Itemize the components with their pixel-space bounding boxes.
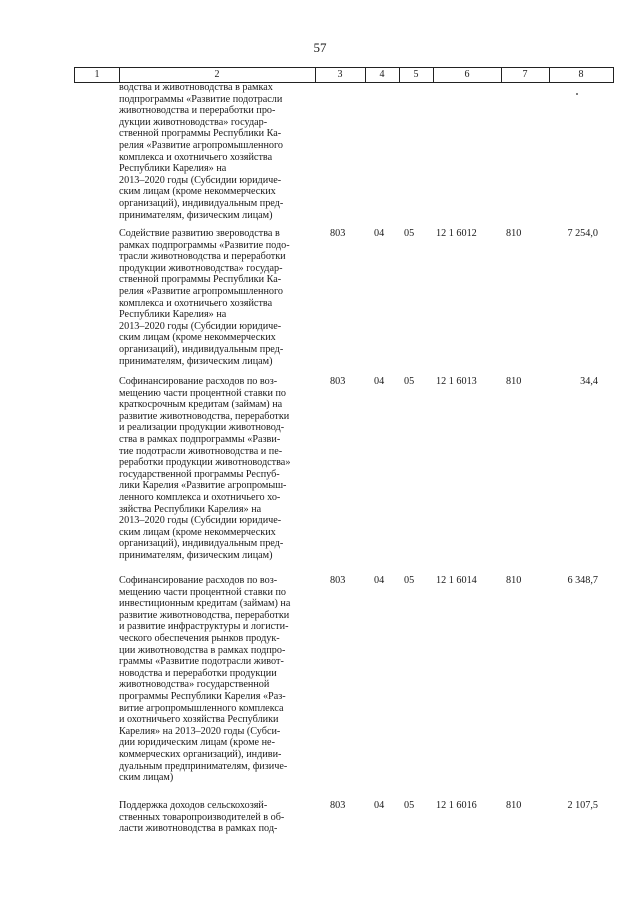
row-target-article: 12 1 6013: [436, 376, 477, 387]
row-section: 04: [374, 376, 385, 387]
row-expense-type: 810: [506, 376, 522, 387]
row-description: Содействие развитию звероводства в рамках подпрограммы «Развитие подо- трасли животноводства и переработки продукции животноводства» государ- ственной программы Республики Ка- релия «Развитие агропромышленного комплекса и охотничьего хозяйства Республики Карелия» на 2013–2020 годы (Субсидии юридиче- ским лицам (кроме некоммерческих организаций), индивидуальным пред- принимателям, физическим лицам): [119, 228, 290, 367]
row-admin-code: 803: [330, 376, 346, 387]
row-target-article: 12 1 6016: [436, 800, 477, 811]
row-sum: 6 348,7: [567, 575, 598, 586]
row-expense-type: 810: [506, 575, 522, 586]
row-sum: 7 254,0: [567, 228, 598, 239]
row-section: 04: [374, 800, 385, 811]
column-header-3: 3: [315, 68, 366, 82]
column-header-6: 6: [433, 68, 502, 82]
row-sum: 2 107,5: [567, 800, 598, 811]
row-sum: 34,4: [580, 376, 598, 387]
row-subsection: 05: [404, 376, 415, 387]
row-admin-code: 803: [330, 575, 346, 586]
row-description: водства и животноводства в рамках подпрограммы «Развитие подотрасли животноводства и переработки про- дукции животноводства» государ- ственной программы Республики Ка- релия «Развитие агропромышленного комплекса и охотничьего хозяйства Республики Карелия» на 2013–2020 годы (Субсидии юридиче- ским лицам (кроме некоммерческих организаций), индивидуальным пред- принимателям, физическим лицам): [119, 82, 284, 221]
column-header-1: 1: [75, 68, 120, 82]
row-admin-code: 803: [330, 800, 346, 811]
row-section: 04: [374, 228, 385, 239]
row-description: Софинансирование расходов по воз- мещению части процентной ставки по инвестиционным кредитам (займам) на развитие животноводства, переработки и развитие инфраструктуры и логисти- ческого обеспечения рынков продук- ции животноводства в рамках подпро- граммы «Развитие подотрасли живот- новодства и переработки продукции животноводства» государственной программы Республики Карелия «Раз- витие агропромышленного комплекса и охотничьего хозяйства Республики Карелия» на 2013–2020 годы (Субси- дии юридическим лицам (кроме не- коммерческих организаций), индиви- дуальным предпринимателям, физиче- ским лицам): [119, 575, 291, 784]
column-header-2: 2: [119, 68, 316, 82]
column-header-8: 8: [578, 69, 584, 80]
row-description: Поддержка доходов сельскохозяй- ственных товаропроизводителей в об- ласти животноводства в рамках под-: [119, 800, 285, 835]
page-number: 57: [313, 40, 327, 55]
row-admin-code: 803: [330, 228, 346, 239]
row-expense-type: 810: [506, 800, 522, 811]
column-header-7: 7: [501, 68, 550, 82]
column-header-4: 4: [365, 68, 400, 82]
row-expense-type: 810: [506, 228, 522, 239]
row-subsection: 05: [404, 800, 415, 811]
scan-mark: [576, 93, 578, 95]
row-section: 04: [374, 575, 385, 586]
row-subsection: 05: [404, 575, 415, 586]
column-header-5: 5: [399, 68, 434, 82]
row-target-article: 12 1 6014: [436, 575, 477, 586]
table-header: [74, 67, 614, 83]
row-description: Софинансирование расходов по воз- мещению части процентной ставки по краткосрочным кредитам (займам) на развитие животноводства, переработки и реализации продукции животновод- ства в рамках подпрограммы «Разви- тие подотрасли животноводства и пе- реработки продукции животноводства» государственной программы Респуб- лики Карелия «Развитие агропромыш- ленного комплекса и охотничьего хо- зяйства Республики Карелия» на 2013–2020 годы (Субсидии юридиче- ским лицам (кроме некоммерческих организаций), индивидуальным пред- принимателям, физическим лицам): [119, 376, 291, 561]
row-subsection: 05: [404, 228, 415, 239]
row-target-article: 12 1 6012: [436, 228, 477, 239]
